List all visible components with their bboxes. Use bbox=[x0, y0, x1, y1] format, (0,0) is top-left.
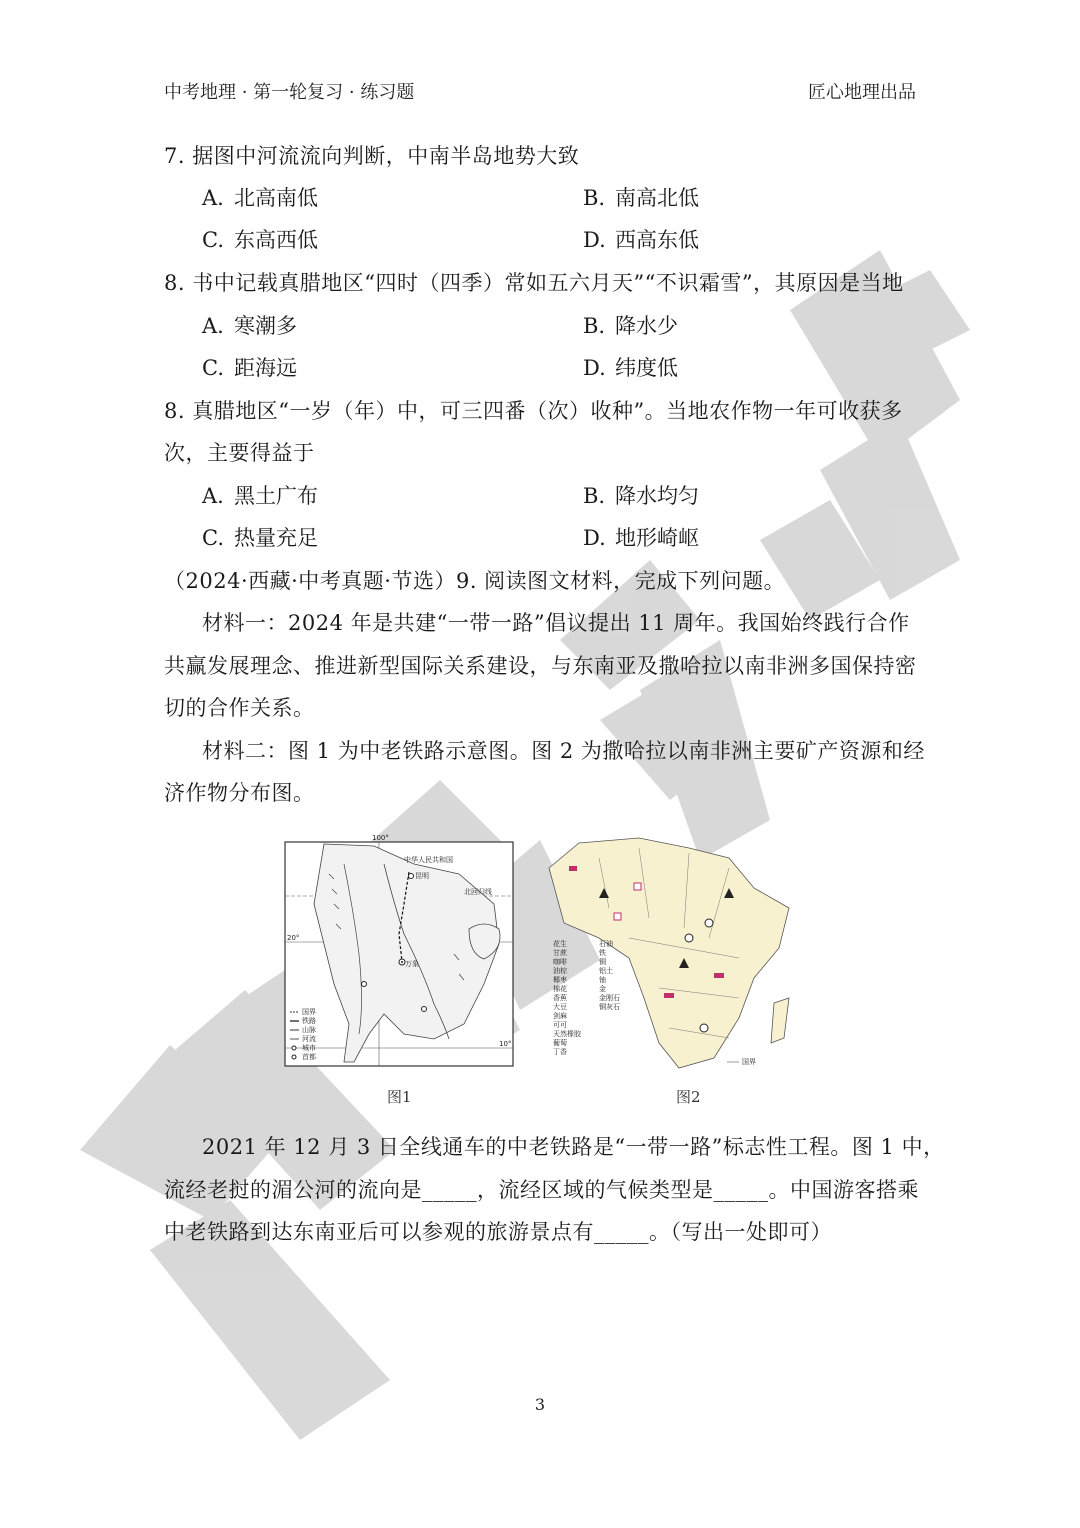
header-left: 中考地理 · 第一轮复习 · 练习题 bbox=[164, 82, 415, 103]
fig1-label-vientiane: 万象 bbox=[405, 960, 419, 968]
figure2-map bbox=[539, 828, 814, 1078]
svg-text:花生: 花生 bbox=[553, 940, 567, 948]
q8a-option-c[interactable]: C. 距海远 bbox=[202, 356, 297, 380]
svg-text:油棕: 油棕 bbox=[553, 967, 567, 975]
svg-text:国界: 国界 bbox=[302, 1008, 316, 1016]
svg-text:铁路: 铁路 bbox=[302, 1017, 316, 1025]
fig1-lat-10: 10° bbox=[499, 1040, 512, 1048]
question-9-line2: 流经老挝的湄公河的流向是_____，流经区域的气候类型是_____。中国游客搭乘 bbox=[164, 1178, 919, 1202]
material1-line2: 共赢发展理念、推进新型国际关系建设，与东南亚及撒哈拉以南非洲多国保持密 bbox=[164, 654, 917, 678]
q8b-option-c[interactable]: C. 热量充足 bbox=[202, 526, 318, 550]
svg-text:铜灰石: 铜灰石 bbox=[599, 1003, 620, 1011]
svg-text:铜: 铜 bbox=[599, 958, 606, 966]
q8a-option-a[interactable]: A. 寒潮多 bbox=[202, 314, 297, 338]
q7-option-d[interactable]: D. 西高东低 bbox=[583, 228, 699, 252]
svg-text:山脉: 山脉 bbox=[302, 1026, 316, 1034]
figure1-map bbox=[284, 834, 516, 1076]
svg-text:金刚石: 金刚石 bbox=[599, 994, 620, 1002]
fig2-legend-crops bbox=[553, 939, 582, 1056]
header-right: 匠心地理出品 bbox=[808, 82, 916, 103]
svg-text:天然橡胶: 天然橡胶 bbox=[553, 1030, 581, 1038]
svg-text:大豆: 大豆 bbox=[553, 1003, 567, 1011]
svg-text:河流: 河流 bbox=[302, 1035, 316, 1043]
q8a-option-d[interactable]: D. 纬度低 bbox=[583, 356, 678, 380]
question-8b-stem-line2: 次，主要得益于 bbox=[164, 441, 315, 465]
page-number: 3 bbox=[534, 1395, 546, 1414]
q7-option-a[interactable]: A. 北高南低 bbox=[202, 186, 318, 210]
svg-text:石油: 石油 bbox=[599, 940, 613, 948]
fig1-lat-20: 20° bbox=[287, 934, 300, 942]
svg-text:甘蔗: 甘蔗 bbox=[553, 949, 567, 957]
q8b-option-b[interactable]: B. 降水均匀 bbox=[583, 484, 699, 508]
fig2-border-label: 国界 bbox=[742, 1058, 756, 1066]
svg-text:丁香: 丁香 bbox=[553, 1048, 567, 1056]
figures-container bbox=[284, 828, 814, 1108]
svg-text:首都: 首都 bbox=[302, 1053, 316, 1061]
fig1-lon-100: 100° bbox=[372, 834, 389, 842]
figure1-caption: 图1 bbox=[387, 1088, 412, 1106]
q8b-option-d[interactable]: D. 地形崎岖 bbox=[583, 526, 699, 550]
svg-text:咖啡: 咖啡 bbox=[553, 958, 567, 966]
svg-text:铝土: 铝土 bbox=[599, 967, 613, 975]
fig1-label-kunming: 昆明 bbox=[415, 872, 429, 880]
q7-option-c[interactable]: C. 东高西低 bbox=[202, 228, 318, 252]
question-9-line3: 中老铁路到达东南亚后可以参观的旅游景点有_____。（写出一处即可） bbox=[164, 1220, 832, 1244]
material2-line1: 材料二：图 1 为中老铁路示意图。图 2 为撒哈拉以南非洲主要矿产资源和经 bbox=[202, 739, 925, 763]
q8b-option-a[interactable]: A. 黑土广布 bbox=[202, 484, 318, 508]
svg-text:可可: 可可 bbox=[553, 1021, 567, 1029]
svg-text:铀: 铀 bbox=[599, 976, 606, 984]
svg-text:剑麻: 剑麻 bbox=[553, 1012, 567, 1020]
fig1-label-china: 中华人民共和国 bbox=[404, 856, 453, 864]
question-9-intro: （2024·西藏·中考真题·节选）9. 阅读图文材料，完成下列问题。 bbox=[164, 569, 786, 593]
material2-line2: 济作物分布图。 bbox=[164, 781, 315, 805]
svg-text:葡萄: 葡萄 bbox=[553, 1039, 567, 1047]
question-8a-stem: 8. 书中记载真腊地区“四时（四季）常如五六月天”“不识霜雪”，其原因是当地 bbox=[164, 271, 904, 295]
material1-line1: 材料一：2024 年是共建“一带一路”倡议提出 11 周年。我国始终践行合作 bbox=[202, 611, 910, 635]
q8a-option-b[interactable]: B. 降水少 bbox=[583, 314, 678, 338]
svg-text:棉花: 棉花 bbox=[553, 985, 567, 993]
svg-text:铁: 铁 bbox=[599, 949, 606, 957]
svg-text:金: 金 bbox=[599, 985, 606, 993]
question-8b-stem-line1: 8. 真腊地区“一岁（年）中，可三四番（次）收种”。当地农作物一年可收获多 bbox=[164, 399, 903, 423]
question-9-line1: 2021 年 12 月 3 日全线通车的中老铁路是“一带一路”标志性工程。图 1 中， bbox=[202, 1135, 945, 1159]
material1-line3: 切的合作关系。 bbox=[164, 696, 315, 720]
svg-text:城市: 城市 bbox=[302, 1044, 316, 1052]
svg-text:香蕉: 香蕉 bbox=[553, 994, 567, 1002]
figure2-caption: 图2 bbox=[676, 1088, 701, 1106]
question-7-stem: 7. 据图中河流流向判断，中南半岛地势大致 bbox=[164, 144, 580, 168]
fig1-label-tropic: 北回归线 bbox=[464, 888, 492, 896]
q7-option-b[interactable]: B. 南高北低 bbox=[583, 186, 699, 210]
svg-text:椰枣: 椰枣 bbox=[553, 976, 567, 984]
